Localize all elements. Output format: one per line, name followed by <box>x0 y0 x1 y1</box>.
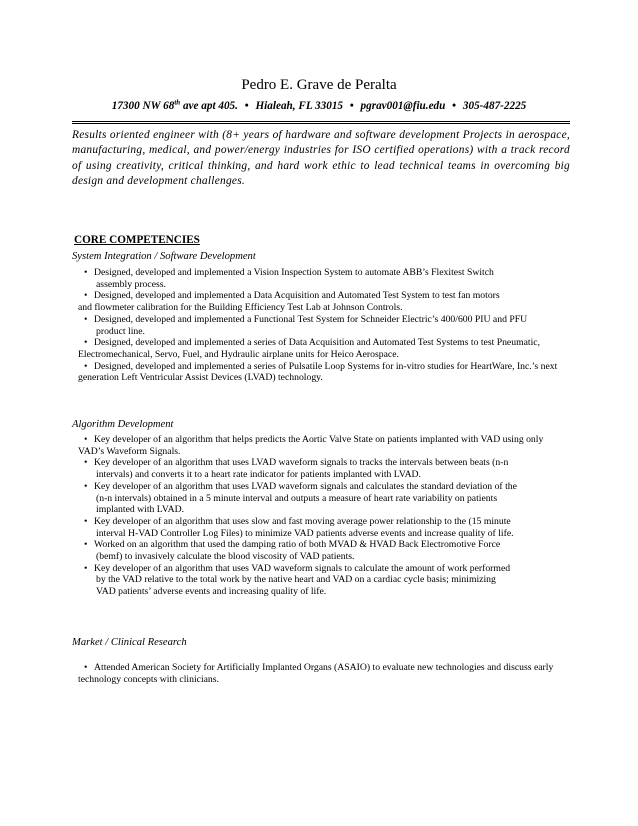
bullet-item <box>78 360 604 384</box>
section-title: Algorithm Development <box>72 419 174 430</box>
address-city: Hialeah, FL 33015 <box>255 100 344 112</box>
bullet-first-line <box>84 290 604 302</box>
bullet-text: Key developer of an algorithm that uses slow and fast moving average power relationship to the (15 minute <box>94 515 511 527</box>
bullet-icon: • <box>84 562 88 574</box>
bullet-text: Key developer of an algorithm that uses LVAD waveform signals and calculates the standard deviation of the <box>94 480 517 492</box>
bullet-icon: • <box>84 515 88 527</box>
bullet-continuation-line: Electromechanical, Servo, Fuel, and Hydraulic airplane units for Heico Aerospace. <box>78 348 399 360</box>
core-competencies-heading: CORE COMPETENCIES <box>74 234 200 246</box>
bullet-icon: • <box>84 434 88 445</box>
bullet-text: Designed, developed and implemented a series of Pulsatile Loop Systems for in-vitro studies for HeartWare, Inc.’s next <box>94 360 558 372</box>
bullet-separator-icon: • <box>349 100 354 112</box>
contact-line <box>0 100 638 112</box>
phone-number: 305-487-2225 <box>462 100 527 112</box>
bullet-icon: • <box>84 457 88 469</box>
bullet-continuation-line: interval H-VAD Controller Log Files) to minimize VAD patients adverse events and increase quality of life. <box>96 527 514 539</box>
bullet-continuation-line: generation Left Ventricular Assist Devices (LVAD) technology. <box>78 372 323 384</box>
bullet-text: Worked on an algorithm that used the damping ratio of both MVAD & HVAD Back Electromotive Force <box>94 539 501 551</box>
bullet-item <box>84 314 604 337</box>
bullet-first-line <box>84 563 604 575</box>
bullet-item <box>84 267 604 290</box>
email-link[interactable]: pgrav001@fiu.edu <box>360 100 446 112</box>
bullet-continuation-line: product line. <box>96 325 145 337</box>
bullet-icon: • <box>84 480 88 492</box>
bullet-text: Key developer of an algorithm that helps predicts the Aortic Valve State on patients implanted with VAD using only <box>94 434 544 445</box>
bullet-item <box>84 539 604 562</box>
bullet-item <box>84 563 604 598</box>
bullet-text: Designed, developed and implemented a Functional Test System for Schneider Electric’s 400/600 PIU and PFU <box>94 313 528 325</box>
bullet-continuation-line: and flowmeter calibration for the Building Efficiency Test Lab at Johnson Controls. <box>78 302 403 314</box>
bullet-continuation-line: by the VAD relative to the total work by the native heart and VAD on a cardiac cycle basis; minimizing <box>96 574 496 586</box>
bullet-continuation-line: VAD patients’ adverse events and increasing quality of life. <box>96 586 327 598</box>
bullet-text: Designed, developed and implemented a Vision Inspection System to automate ABB’s Flexitest Switch <box>94 267 494 278</box>
address-ordinal-suffix: th <box>174 98 181 107</box>
bullet-icon: • <box>84 313 88 325</box>
bullet-continuation-line: VAD’s Waveform Signals. <box>78 445 181 457</box>
section-title: Market / Clinical Research <box>72 637 187 648</box>
bullet-first-line <box>84 361 604 373</box>
bullet-continuation-line: (n-n intervals) obtained in a 5 minute interval and outputs a measure of heart rate variability on patients <box>96 492 498 504</box>
bullet-icon: • <box>84 337 88 349</box>
bullet-continuation-line: technology concepts with clinicians. <box>78 673 219 685</box>
bullet-separator-icon: • <box>452 100 457 112</box>
bullet-item <box>84 457 604 480</box>
bullet-item <box>78 337 604 360</box>
section-title: System Integration / Software Development <box>72 251 256 262</box>
bullet-first-line <box>84 481 604 493</box>
professional-summary: Results oriented engineer with (8+ years of hardware and software development Projects in aerospace, manufacturing, medical, and power/energy industries for ISO certified operations) with a track record of using creativity, critical thinking, and hard work ethic to lead technical teams in overcoming big design and development challenges. <box>72 129 570 188</box>
bullet-first-line <box>84 434 604 446</box>
bullet-separator-icon: • <box>244 100 249 112</box>
bullet-item <box>78 434 604 457</box>
bullet-list <box>78 267 604 384</box>
bullet-first-line <box>84 337 604 349</box>
bullet-continuation-line: assembly process. <box>96 278 166 290</box>
bullet-item <box>84 516 604 539</box>
candidate-name: Pedro E. Grave de Peralta <box>241 77 397 93</box>
bullet-continuation-line: implanted with LVAD. <box>96 504 184 516</box>
bullet-first-line <box>84 457 604 469</box>
bullet-continuation-line: (bemf) to invasively calculate the blood viscosity of VAD patients. <box>96 551 355 563</box>
header-divider <box>72 123 570 124</box>
bullet-item <box>78 662 604 685</box>
bullet-item <box>78 290 604 314</box>
bullet-first-line <box>84 516 604 528</box>
bullet-icon: • <box>84 290 88 302</box>
bullet-text: Attended American Society for Artificially Implanted Organs (ASAIO) to evaluate new technologies and discuss early <box>94 662 554 673</box>
bullet-item <box>84 481 604 516</box>
bullet-continuation-line: intervals) and converts it to a heart rate indicator for patients implanted with LVAD. <box>96 469 421 481</box>
bullet-icon: • <box>84 539 88 551</box>
bullet-text: Designed, developed and implemented a Data Acquisition and Automated Test System to test fan motors <box>94 290 500 302</box>
bullet-list <box>78 434 604 598</box>
bullet-icon: • <box>84 662 88 673</box>
bullet-first-line <box>84 267 604 279</box>
bullet-first-line <box>84 662 604 674</box>
bullet-text: Key developer of an algorithm that uses LVAD waveform signals to tracks the intervals between beats (n-n <box>94 457 509 469</box>
bullet-text: Key developer of an algorithm that uses VAD waveform signals to calculate the amount of work performed <box>94 562 511 574</box>
address-unit: ave apt 405. <box>180 100 238 112</box>
bullet-first-line <box>84 314 604 326</box>
bullet-icon: • <box>84 360 88 372</box>
bullet-text: Designed, developed and implemented a series of Data Acquisition and Automated Test Systems to test Pneumatic, <box>94 337 541 349</box>
bullet-first-line <box>84 539 604 551</box>
bullet-icon: • <box>84 267 88 278</box>
bullet-list <box>78 662 604 685</box>
address-street: 17300 NW 68 <box>111 100 175 112</box>
